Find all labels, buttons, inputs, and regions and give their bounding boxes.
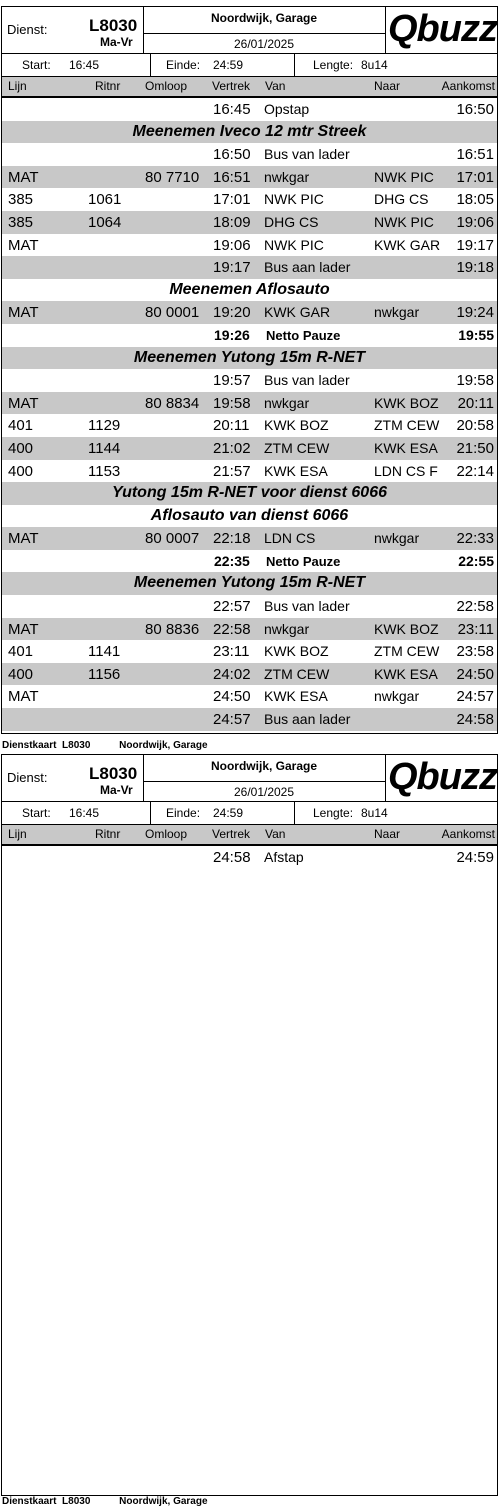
qbuzz-logo: Qbuzz — [388, 756, 497, 798]
pause-start: 19:26 — [214, 326, 250, 343]
col-van: Van — [265, 827, 286, 841]
section-title: Meenemen Aflosauto — [169, 280, 330, 298]
cell-vertrek: 24:50 — [213, 688, 251, 706]
pause-row — [2, 550, 497, 573]
section-title: Meenemen Iveco 12 mtr Streek — [132, 122, 367, 140]
cell-van: Bus van lader — [264, 372, 350, 389]
cell-vertrek: 21:57 — [213, 462, 251, 480]
cell-van: Bus aan lader — [264, 259, 351, 276]
header-divider — [143, 781, 385, 782]
service-date: 26/01/2025 — [233, 37, 295, 51]
cell-naar: KWK BOZ — [374, 620, 439, 637]
cell-van: nwkgar — [264, 394, 310, 411]
qbuzz-logo: Qbuzz — [388, 8, 497, 50]
cell-lijn: MAT — [8, 688, 39, 706]
service-date: 26/01/2025 — [233, 785, 295, 799]
cell-aankomst: 22:14 — [456, 462, 494, 480]
dienstkaart-page-1 — [1, 6, 498, 734]
cell-aankomst: 23:11 — [457, 620, 494, 638]
footer-location: Noordwijk, Garage — [119, 740, 208, 751]
trip-row — [2, 369, 497, 392]
lengte-value: 8u14 — [361, 806, 388, 820]
cell-omloop: 80 0007 — [145, 530, 200, 548]
cell-aankomst: 19:17 — [456, 236, 494, 254]
trip-row — [2, 663, 497, 686]
trip-row — [2, 640, 497, 663]
cell-naar: DHG CS — [374, 191, 429, 208]
cell-van: Bus van lader — [264, 598, 350, 615]
pause-row — [2, 324, 497, 347]
dienst-code: L8030 — [89, 764, 138, 783]
cell-vertrek: 18:09 — [213, 213, 251, 231]
cell-van: nwkgar — [264, 620, 310, 637]
cell-lijn: MAT — [8, 236, 39, 254]
schedule-rows — [2, 98, 497, 731]
einde-label: Einde: — [166, 806, 201, 820]
footer-code: L8030 — [62, 740, 91, 751]
trip-row — [2, 618, 497, 641]
pause-end: 19:55 — [458, 326, 494, 343]
cell-omloop: 80 0001 — [145, 304, 200, 322]
col-van: Van — [265, 79, 286, 93]
cell-aankomst: 22:33 — [456, 530, 494, 548]
cell-vertrek: 16:50 — [213, 146, 251, 164]
cell-naar: NWK PIC — [374, 213, 434, 230]
trip-row — [2, 211, 497, 234]
section-title: Meenemen Yutong 15m R-NET — [133, 348, 366, 366]
depot-location: Noordwijk, Garage — [210, 759, 318, 773]
col-naar: Naar — [374, 827, 401, 841]
start-label: Start: — [22, 806, 51, 820]
cell-vertrek: 16:45 — [213, 101, 251, 118]
cell-van: nwkgar — [264, 168, 310, 185]
cell-van: NWK PIC — [264, 191, 324, 208]
trip-row — [2, 256, 497, 279]
trip-row — [2, 301, 497, 324]
pause-end: 22:55 — [458, 552, 494, 569]
cell-ritnr: 1129 — [88, 417, 121, 435]
cell-omloop: 80 7710 — [145, 168, 200, 186]
dienst-label: Dienst: — [7, 770, 48, 785]
cell-lijn: MAT — [8, 168, 39, 186]
section-row — [2, 482, 497, 505]
service-days: Ma-Vr — [100, 35, 133, 49]
cell-vertrek: 22:57 — [213, 598, 251, 616]
cell-van: Afstap — [264, 849, 304, 865]
cell-lijn: 400 — [8, 462, 34, 480]
pause-label: Netto Pauze — [266, 327, 341, 343]
col-lijn: Lijn — [8, 827, 27, 841]
cell-naar: nwkgar — [374, 688, 420, 705]
cell-naar: NWK PIC — [374, 168, 434, 185]
cell-van: NWK PIC — [264, 236, 324, 253]
cell-lijn: MAT — [8, 620, 39, 638]
trip-row — [2, 846, 497, 869]
cell-naar: ZTM CEW — [374, 417, 440, 434]
footer-label: Dienstkaart — [2, 740, 57, 751]
header-divider — [385, 755, 386, 801]
cell-lijn: 385 — [8, 213, 34, 231]
footer-code: L8030 — [62, 1496, 91, 1507]
lengte-value: 8u14 — [361, 58, 388, 72]
cell-lijn: 385 — [8, 191, 34, 209]
cell-ritnr: 1061 — [88, 191, 122, 209]
trip-row — [2, 143, 497, 166]
trip-row — [2, 708, 497, 731]
page-footer — [2, 740, 208, 751]
cell-vertrek: 24:57 — [213, 711, 251, 729]
col-ritnr: Ritnr — [95, 827, 121, 841]
start-label: Start: — [22, 58, 51, 72]
cell-naar: LDN CS F — [374, 462, 438, 479]
cell-van: KWK BOZ — [264, 417, 329, 434]
cell-vertrek: 19:20 — [213, 304, 251, 322]
col-vertrek: Vertrek — [212, 827, 251, 841]
cell-naar: KWK ESA — [374, 439, 438, 456]
cell-lijn: 400 — [8, 665, 34, 683]
section-title: Yutong 15m R-NET voor dienst 6066 — [111, 484, 387, 502]
cell-aankomst: 19:24 — [456, 304, 494, 322]
column-headers — [2, 77, 497, 98]
footer-label: Dienstkaart — [2, 1496, 57, 1507]
cell-omloop: 80 8834 — [145, 394, 200, 412]
cell-vertrek: 19:06 — [213, 236, 251, 254]
cell-van: ZTM CEW — [264, 665, 330, 682]
cell-lijn: MAT — [8, 394, 39, 412]
cell-naar: nwkgar — [374, 530, 420, 547]
cell-lijn: MAT — [8, 304, 39, 322]
cell-aankomst: 19:58 — [456, 372, 494, 390]
cell-van: KWK ESA — [264, 462, 328, 479]
pause-start: 22:35 — [214, 552, 250, 569]
cell-aankomst: 20:58 — [456, 417, 494, 435]
meta-divider — [150, 54, 151, 76]
cell-van: DHG CS — [264, 213, 319, 230]
col-omloop: Omloop — [145, 79, 188, 93]
cell-vertrek: 19:17 — [213, 259, 251, 277]
cell-naar: ZTM CEW — [374, 643, 440, 660]
cell-ritnr: 1156 — [88, 665, 121, 683]
trip-row — [2, 685, 497, 708]
cell-omloop: 80 8836 — [145, 620, 200, 638]
trip-row — [2, 392, 497, 415]
col-ritnr: Ritnr — [95, 79, 121, 93]
cell-vertrek: 23:11 — [213, 643, 250, 661]
cell-vertrek: 16:51 — [213, 168, 251, 186]
cell-vertrek: 22:18 — [213, 530, 251, 548]
cell-aankomst: 19:18 — [456, 259, 494, 277]
trip-row — [2, 188, 497, 211]
pause-label: Netto Pauze — [266, 553, 341, 569]
dienst-label: Dienst: — [7, 22, 48, 37]
cell-ritnr: 1141 — [88, 643, 121, 661]
service-days: Ma-Vr — [100, 783, 133, 797]
column-headers — [2, 825, 497, 846]
cell-van: KWK GAR — [264, 304, 331, 321]
cell-lijn: 401 — [8, 643, 34, 661]
meta-divider — [294, 54, 295, 76]
einde-time: 24:59 — [213, 58, 244, 72]
cell-aankomst: 22:58 — [456, 598, 494, 616]
cell-vertrek: 19:58 — [213, 394, 251, 412]
card-header — [2, 755, 497, 802]
section-title: Meenemen Yutong 15m R-NET — [133, 574, 366, 592]
cell-van: Bus aan lader — [264, 711, 351, 728]
meta-divider — [150, 802, 151, 824]
cell-vertrek: 24:58 — [213, 849, 251, 866]
cell-aankomst: 16:51 — [456, 146, 494, 164]
shift-meta — [2, 54, 497, 77]
cell-vertrek: 22:58 — [213, 620, 251, 638]
section-row — [2, 279, 497, 302]
section-row — [2, 347, 497, 370]
cell-aankomst: 24:50 — [456, 665, 494, 683]
dienstkaart-page-2 — [1, 754, 498, 1496]
depot-location: Noordwijk, Garage — [210, 11, 318, 25]
cell-van: Bus van lader — [264, 146, 350, 163]
cell-aankomst: 18:05 — [456, 191, 494, 209]
trip-row — [2, 460, 497, 483]
col-aankomst: Aankomst — [441, 827, 495, 841]
meta-divider — [294, 802, 295, 824]
cell-van: LDN CS — [264, 530, 316, 547]
cell-ritnr: 1144 — [88, 439, 121, 457]
cell-aankomst: 16:50 — [456, 101, 494, 118]
cell-van: Opstap — [264, 101, 310, 117]
cell-van: KWK BOZ — [264, 643, 329, 660]
cell-naar: KWK ESA — [374, 665, 438, 682]
cell-aankomst: 20:11 — [457, 394, 494, 412]
card-header — [2, 7, 497, 54]
trip-row — [2, 437, 497, 460]
cell-aankomst: 24:58 — [456, 711, 494, 729]
cell-ritnr: 1153 — [88, 462, 121, 480]
trip-row — [2, 414, 497, 437]
trip-row — [2, 166, 497, 189]
start-time: 16:45 — [69, 806, 100, 820]
header-divider — [143, 33, 385, 34]
section-title: Aflosauto van dienst 6066 — [150, 506, 349, 524]
lengte-label: Lengte: — [313, 806, 354, 820]
shift-meta — [2, 802, 497, 825]
col-omloop: Omloop — [145, 827, 188, 841]
trip-row — [2, 234, 497, 257]
schedule-rows — [2, 846, 497, 869]
lengte-label: Lengte: — [313, 58, 354, 72]
footer-location: Noordwijk, Garage — [119, 1496, 208, 1507]
cell-vertrek: 24:02 — [213, 665, 251, 683]
cell-lijn: MAT — [8, 530, 39, 548]
section-row — [2, 572, 497, 595]
einde-time: 24:59 — [213, 806, 244, 820]
cell-vertrek: 21:02 — [213, 439, 251, 457]
cell-lijn: 401 — [8, 417, 34, 435]
trip-row — [2, 527, 497, 550]
einde-label: Einde: — [166, 58, 201, 72]
cell-vertrek: 20:11 — [213, 417, 250, 435]
cell-van: KWK ESA — [264, 688, 328, 705]
cell-aankomst: 17:01 — [456, 168, 494, 186]
trip-row — [2, 98, 497, 121]
cell-lijn: 400 — [8, 439, 34, 457]
col-aankomst: Aankomst — [441, 79, 495, 93]
cell-naar: nwkgar — [374, 304, 420, 321]
cell-aankomst: 24:59 — [456, 849, 494, 866]
cell-aankomst: 19:06 — [456, 213, 494, 231]
cell-aankomst: 21:50 — [456, 439, 494, 457]
cell-ritnr: 1064 — [88, 213, 122, 231]
section-row — [2, 121, 497, 144]
col-vertrek: Vertrek — [212, 79, 251, 93]
page-footer — [2, 1496, 208, 1507]
cell-aankomst: 24:57 — [456, 688, 494, 706]
cell-aankomst: 23:58 — [456, 643, 494, 661]
trip-row — [2, 595, 497, 618]
header-divider — [385, 7, 386, 53]
cell-van: ZTM CEW — [264, 439, 330, 456]
cell-vertrek: 17:01 — [213, 191, 251, 209]
cell-vertrek: 19:57 — [213, 372, 251, 390]
dienst-code: L8030 — [89, 16, 138, 35]
cell-naar: KWK BOZ — [374, 394, 439, 411]
col-lijn: Lijn — [8, 79, 27, 93]
section-row — [2, 505, 497, 528]
start-time: 16:45 — [69, 58, 100, 72]
cell-naar: KWK GAR — [374, 236, 441, 253]
col-naar: Naar — [374, 79, 401, 93]
